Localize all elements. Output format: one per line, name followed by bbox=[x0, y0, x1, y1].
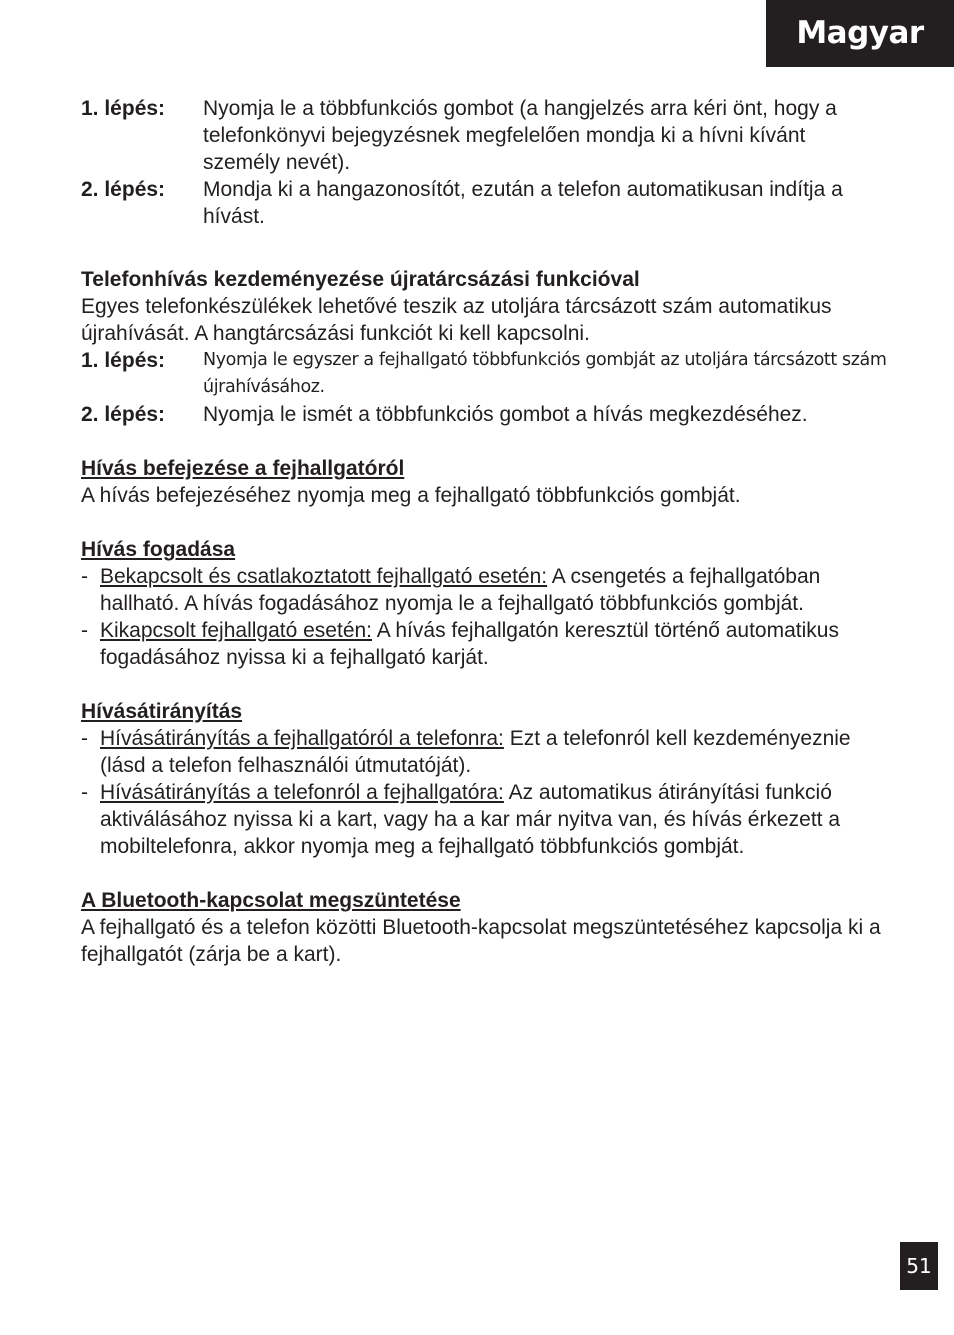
transfer-item-lead: Hívásátirányítás a telefonról a fejhallgatóra: bbox=[100, 781, 504, 804]
voice-dial-step-1 bbox=[81, 95, 887, 176]
step-label: 2. lépés: bbox=[81, 403, 166, 426]
disconnect-heading: A Bluetooth-kapcsolat megszüntetése bbox=[81, 889, 461, 912]
redial-heading: Telefonhívás kezdeményezése újratárcsázási funkcióval bbox=[81, 268, 640, 291]
bullet-dash: - bbox=[81, 619, 88, 642]
step-text: Nyomja le egyszer a fejhallgató többfunkciós gombját az utoljára tárcsázott szám újrahívásához. bbox=[203, 350, 887, 397]
answer-item-1 bbox=[81, 563, 887, 617]
voice-dial-step-2 bbox=[81, 176, 887, 230]
step-text: Mondja ki a hangazonosítót, ezután a telefon automatikusan indítja a hívást. bbox=[203, 178, 843, 228]
step-label: 2. lépés: bbox=[81, 178, 166, 201]
end-call-heading: Hívás befejezése a fejhallgatóról bbox=[81, 457, 405, 480]
disconnect-text: A fejhallgató és a telefon közötti Bluetooth-kapcsolat megszüntetéséhez kapcsolja ki a fejhallgatót (zárja be a kart). bbox=[81, 916, 881, 966]
redial-step-1 bbox=[81, 347, 887, 401]
transfer-heading: Hívásátirányítás bbox=[81, 700, 243, 723]
language-tab: Magyar bbox=[766, 0, 954, 67]
step-text: Nyomja le a többfunkciós gombot (a hangjelzés arra kéri önt, hogy a telefonkönyvi bejegyzésnek megfelelően mondja ki a hívni kívánt személy nevét). bbox=[203, 97, 837, 174]
redial-step-2 bbox=[81, 401, 887, 428]
step-label: 1. lépés: bbox=[81, 97, 166, 120]
transfer-item-lead: Hívásátirányítás a fejhallgatóról a telefonra: bbox=[100, 727, 504, 750]
page-number: 51 bbox=[900, 1242, 938, 1290]
answer-item-lead: Kikapcsolt fejhallgató esetén: bbox=[100, 619, 373, 642]
page-content bbox=[81, 95, 887, 968]
transfer-item-text: Ezt a telefonról kell kezdeményeznie (lásd a telefon felhasználói útmutatóját). bbox=[100, 727, 851, 777]
answer-item-text: A csengetés a fejhallgatóban hallható. A hívás fogadásához nyomja le a fejhallgató többfunkciós gombját. bbox=[100, 565, 821, 615]
step-text: Nyomja le ismét a többfunkciós gombot a hívás megkezdéséhez. bbox=[203, 403, 808, 426]
bullet-dash: - bbox=[81, 781, 88, 804]
answer-heading: Hívás fogadása bbox=[81, 538, 236, 561]
answer-item-2 bbox=[81, 617, 887, 671]
bullet-dash: - bbox=[81, 727, 88, 750]
answer-item-text: A hívás fejhallgatón keresztül történő automatikus fogadásához nyissa ki a fejhallgató karját. bbox=[100, 619, 839, 669]
transfer-item-1 bbox=[81, 725, 887, 779]
step-label: 1. lépés: bbox=[81, 349, 166, 372]
answer-item-lead: Bekapcsolt és csatlakoztatott fejhallgató esetén: bbox=[100, 565, 548, 588]
end-call-text: A hívás befejezéséhez nyomja meg a fejhallgató többfunkciós gombját. bbox=[81, 484, 741, 507]
redial-intro: Egyes telefonkészülékek lehetővé teszik az utoljára tárcsázott szám automatikus újrahívását. A hangtárcsázási funkciót ki kell kapcsolni. bbox=[81, 295, 832, 345]
bullet-dash: - bbox=[81, 565, 88, 588]
transfer-item-2 bbox=[81, 779, 887, 860]
transfer-item-text: Az automatikus átirányítási funkció aktiválásához nyissa ki a kart, vagy ha a kar már nyitva van, és hívás érkezett a mobiltelefonra, akkor nyomja meg a fejhallgató többfunkciós gombját. bbox=[100, 781, 841, 858]
